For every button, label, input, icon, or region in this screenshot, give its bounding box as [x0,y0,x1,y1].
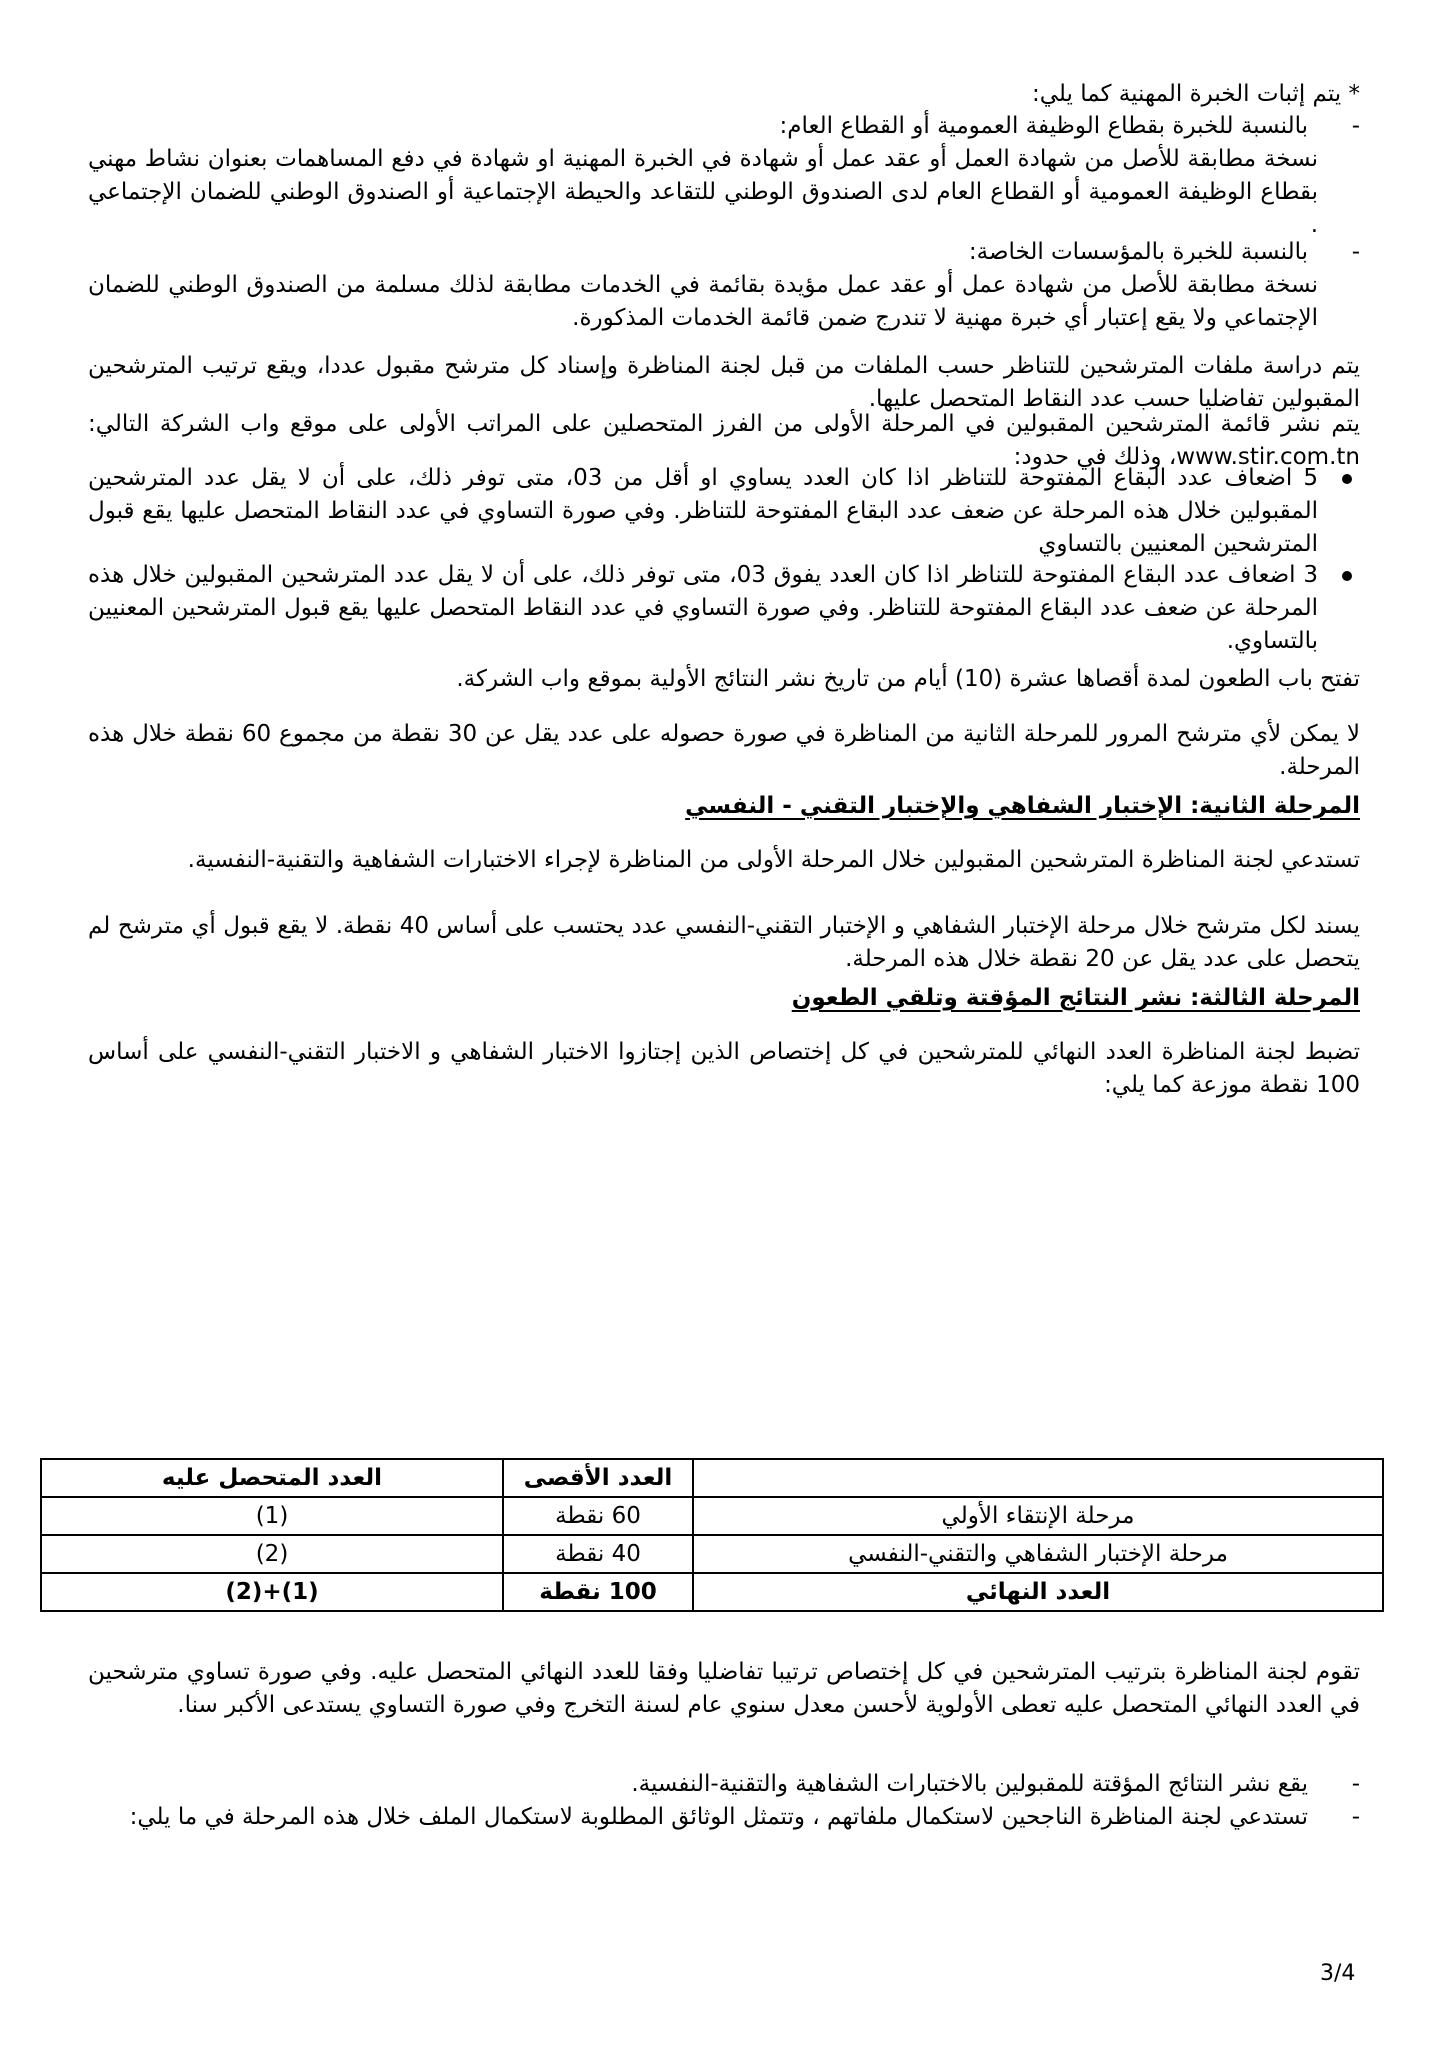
dash-bullet: - [1351,1771,1360,1797]
score-table [40,1458,1384,1612]
table-total-obtained: (1)+(2) [41,1573,503,1611]
dash-bullet: - [1351,113,1360,139]
stage2-title: المرحلة الثانية: الإختبار الشفاهي والإختبار التقني - النفسي [685,793,1360,819]
dash-bullet: - [1351,239,1360,265]
stage2-paragraph-2: يسند لكل مترشح خلال مرحلة الإختبار الشفاهي و الإختبار التقني-النفسي عدد يحتسب على أساس 40 نقطة. لا يقع قبول أي مترشح لم يتحصل على عدد يقل عن 20 نقطة خلال هذه المرحلة. [88,913,1360,972]
bullet-dot [1342,571,1352,581]
study-paragraph: يتم دراسة ملفات المترشحين للتناظر حسب الملفات من قبل لجنة المناظرة وإسناد كل مترشح مقبول عددا، ويقع ترتيب المترشحين المقبولين تفاضليا حسب عدد النقاط المتحصل عليها. [88,353,1360,412]
table-total-stage: العدد النهائي [693,1573,1383,1611]
table-cell-max: 40 نقطة [503,1535,693,1573]
page-number: 3/4 [1320,1961,1356,1986]
appeals-paragraph: تفتح باب الطعون لمدة أقصاها عشرة (10) أيام من تاريخ نشر النتائج الأولية بموقع واب الشركة. [456,666,1360,692]
table-total-row [41,1573,1383,1611]
table-total-max: 100 نقطة [503,1573,693,1611]
ranking-item-2: تستدعي لجنة المناظرة الناجحين لاستكمال ملفاتهم ، وتتمثل الوثائق المطلوبة لاستكمال الملف خلال هذه المرحلة في ما يلي: [129,1804,1308,1830]
private-sector-text: نسخة مطابقة للأصل من شهادة عمل أو عقد عمل مؤيدة بقائمة في الخدمات مطابقة لذلك مسلمة من الصندوق الوطني للضمان الإجتماعي ولا يقع إعتبار أي خبرة مهنية لا تندرج ضمن قائمة الخدمات المذكورة. [88,272,1318,331]
stage3-paragraph: تضبط لجنة المناظرة العدد النهائي للمترشحين في كل إختصاص الذين إجتازوا الاختبار الشفاهي و الاختبار التقني-النفسي على أساس 100 نقطة موزعة كما يلي: [88,1039,1360,1098]
table-header-obtained: العدد المتحصل عليه [41,1459,503,1497]
dash-bullet: - [1351,1804,1360,1830]
table-cell-obtained: (1) [41,1497,503,1535]
table-cell-obtained: (2) [41,1535,503,1573]
publish-paragraph: يتم نشر قائمة المترشحين المقبولين في المرحلة الأولى من الفرز المتحصلين على المراتب الأولى على موقع واب الشركة التالي: www.stir.com.tn، وذلك في حدود: [88,411,1360,470]
public-sector-heading: بالنسبة للخبرة بقطاع الوظيفة العمومية أو القطاع العام: [779,113,1308,139]
bullet-five-times: 5 اضعاف عدد البقاع المفتوحة للتناظر اذا كان العدد يساوي او أقل من 03، متى توفر ذلك، على أن لا يقل عدد المترشحين المقبولين خلال هذه المرحلة عن ضعف عدد البقاع المفتوحة للتناظر. وفي صورة التساوي في عدد النقاط المتحصل عليها يقع قبول المترشحين المعنيين بالتساوي [88,465,1318,557]
bullet-dot [1342,474,1352,484]
stage2-paragraph-1: تستدعي لجنة المناظرة المترشحين المقبولين خلال المرحلة الأولى من المناظرة لإجراء الاختبارات الشفاهية والتقنية-النفسية. [187,847,1360,873]
private-sector-heading: بالنسبة للخبرة بالمؤسسات الخاصة: [968,239,1308,265]
public-sector-text: نسخة مطابقة للأصل من شهادة العمل أو عقد عمل أو شهادة في الخبرة المهنية او شهادة في دفع المساهمات بعنوان نشاط مهني بقطاع الوظيفة العمومية أو القطاع العام لدى الصندوق الوطني للتقاعد والحيطة الإجتماعية أو الصندوق الوطني للضمان الإجتماعي . [88,146,1318,238]
table-cell-max: 60 نقطة [503,1497,693,1535]
stage3-title: المرحلة الثالثة: نشر النتائج المؤقتة وتلقي الطعون [791,985,1360,1011]
table-header-row [41,1459,1383,1497]
table-cell-stage: مرحلة الإنتقاء الأولي [693,1497,1383,1535]
experience-proof-intro: * يتم إثبات الخبرة المهنية كما يلي: [1031,81,1360,107]
bullet-three-times: 3 اضعاف عدد البقاع المفتوحة للتناظر اذا كان العدد يفوق 03، متى توفر ذلك، على أن لا يقل عدد المترشحين المقبولين خلال هذه المرحلة عن ضعف عدد البقاع المفتوحة للتناظر. وفي صورة التساوي في عدد النقاط المتحصل عليها يقع قبول المترشحين المعنيين بالتساوي. [88,562,1318,654]
table-header-max: العدد الأقصى [503,1459,693,1497]
table-row [41,1497,1383,1535]
table-cell-stage: مرحلة الإختبار الشفاهي والتقني-النفسي [693,1535,1383,1573]
threshold-paragraph: لا يمكن لأي مترشح المرور للمرحلة الثانية من المناظرة في صورة حصوله على عدد يقل عن 30 نقطة من مجموع 60 نقطة خلال هذه المرحلة. [88,721,1360,780]
ranking-item-1: يقع نشر النتائج المؤقتة للمقبولين بالاختبارات الشفاهية والتقنية-النفسية. [631,1771,1308,1797]
table-header-stage [693,1459,1383,1497]
ranking-paragraph: تقوم لجنة المناظرة بترتيب المترشحين في كل إختصاص ترتيبا تفاضليا وفقا للعدد النهائي المتحصل عليه. وفي صورة تساوي مترشحين في العدد النهائي المتحصل عليه تعطى الأولوية لأحسن معدل سنوي عام لسنة التخرج وفي صورة التساوي يستدعى الأكبر سنا. [88,1659,1360,1718]
table-row [41,1535,1383,1573]
